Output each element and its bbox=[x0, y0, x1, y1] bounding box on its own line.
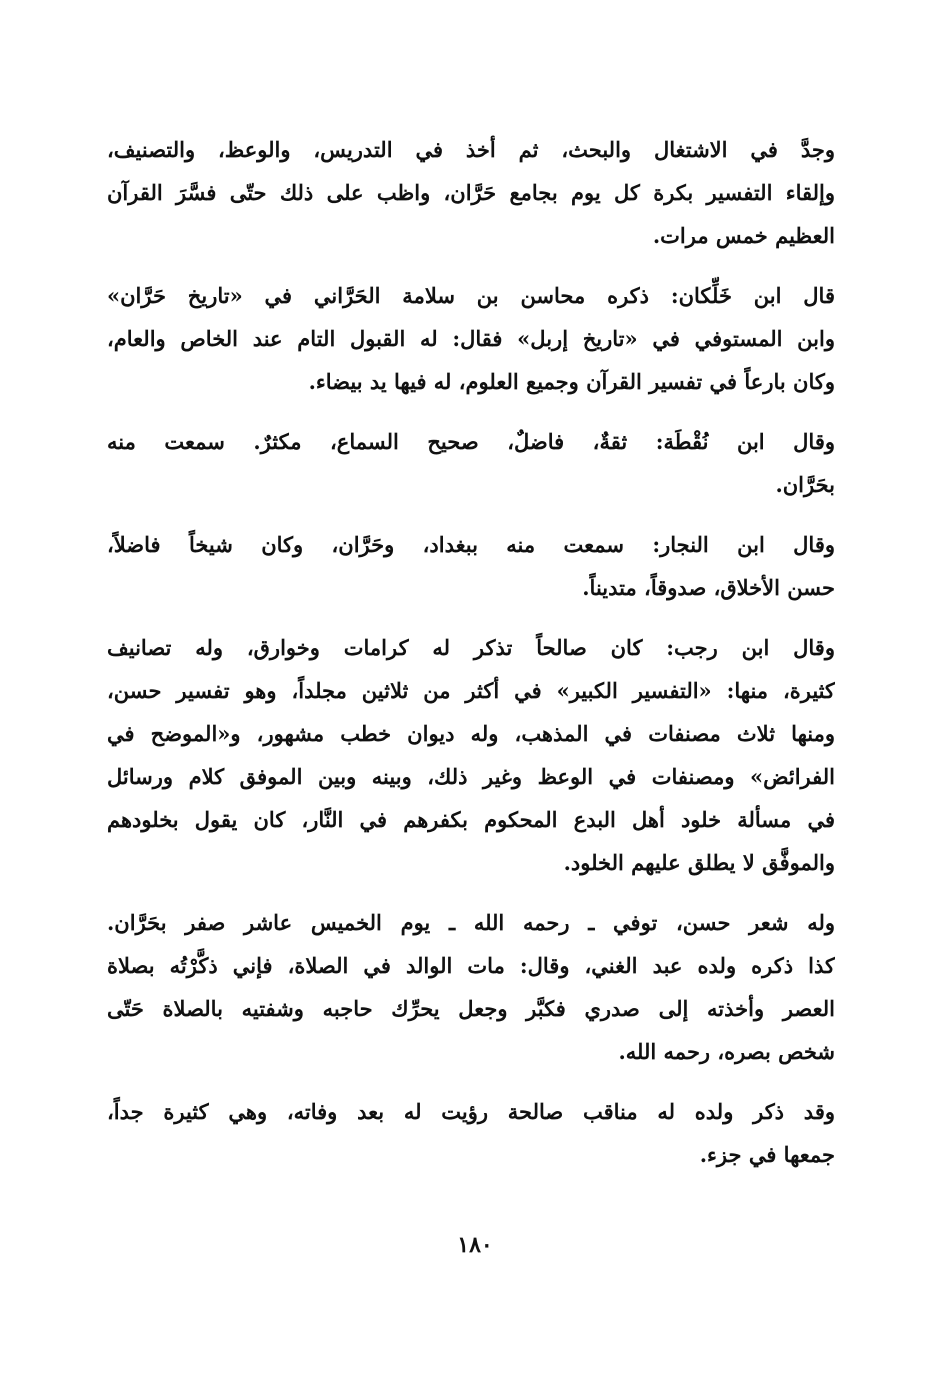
text-line: في مسألة خلود أهل البدع المحكوم بكفرهم في النَّار، كان يقول بخلودهم bbox=[107, 807, 835, 832]
text-line: حسن الأخلاق، صدوقاً، متديناً. bbox=[582, 575, 835, 600]
text-line: الفرائض» ومصنفات في الوعظ وغير ذلك، وبينه وبين الموفق كلام ورسائل bbox=[107, 764, 835, 789]
text-line: العظيم خمس مرات. bbox=[652, 223, 835, 248]
text-line: وقد ذكر ولده له مناقب صالحة رؤيت له بعد وفاته، وهي كثيرة جداً، bbox=[107, 1099, 835, 1124]
paragraph bbox=[107, 523, 835, 609]
paragraph bbox=[107, 626, 835, 884]
text-line: وقال ابن نُقْطَة: ثقةٌ، فاضلٌ، صحيح السماع، مكثرٌ. سمعت منه bbox=[107, 429, 835, 454]
page-body bbox=[107, 128, 835, 1193]
text-line: ومنها ثلاث مصنفات في المذهب، وله ديوان خطب مشهور، و«الموضح في bbox=[107, 721, 835, 746]
text-line: شخص بصره، رحمه الله. bbox=[618, 1039, 835, 1064]
text-line: كثيرة، منها: «التفسير الكبير» في أكثر من ثلاثين مجلداً، وهو تفسير حسن، bbox=[107, 678, 835, 703]
paragraph bbox=[107, 128, 835, 257]
text-line: وكان بارعاً في تفسير القرآن وجميع العلوم، له فيها يد بيضاء. bbox=[308, 369, 835, 394]
text-line: وابن المستوفي في «تاريخ إربل» فقال: له القبول التام عند الخاص والعام، bbox=[107, 326, 835, 351]
paragraph bbox=[107, 1090, 835, 1176]
paragraph bbox=[107, 901, 835, 1073]
text-line: جمعها في جزء. bbox=[699, 1142, 835, 1167]
text-line: كذا ذكره ولده عبد الغني، وقال: مات الوالد في الصلاة، فإني ذكَّرْتُه بصلاة bbox=[107, 953, 835, 978]
text-line: وإلقاء التفسير بكرة كل يوم بجامع حَرَّان، واظب على ذلك حتّى فسَّرَ القرآن bbox=[107, 180, 835, 205]
text-line: بحَرَّان. bbox=[775, 472, 835, 497]
text-line: والموفَّق لا يطلق عليهم الخلود. bbox=[563, 850, 835, 875]
text-line: قال ابن خَلِّكان: ذكره محاسن بن سلامة الحَرَّاني في «تاريخ حَرَّان» bbox=[107, 283, 835, 308]
text-line: وقال ابن النجار: سمعت منه ببغداد، وحَرَّان، وكان شيخاً فاضلاً، bbox=[107, 532, 835, 557]
text-line: وجدَّ في الاشتغال والبحث، ثم أخذ في التدريس، والوعظ، والتصنيف، bbox=[107, 137, 835, 162]
text-line: العصر وأخذته إلى صدري فكبَّر وجعل يحرِّك حاجبه وشفتيه بالصلاة حَتّى bbox=[107, 996, 835, 1021]
page-number: ١٨٠ bbox=[457, 1232, 493, 1258]
text-line: وقال ابن رجب: كان صالحاً تذكر له كرامات وخوارق، وله تصانيف bbox=[107, 635, 835, 660]
paragraph bbox=[107, 420, 835, 506]
text-line: وله شعر حسن، توفي ـ رحمه الله ـ يوم الخميس عاشر صفر بحَرَّان. bbox=[107, 910, 835, 935]
paragraph bbox=[107, 274, 835, 403]
